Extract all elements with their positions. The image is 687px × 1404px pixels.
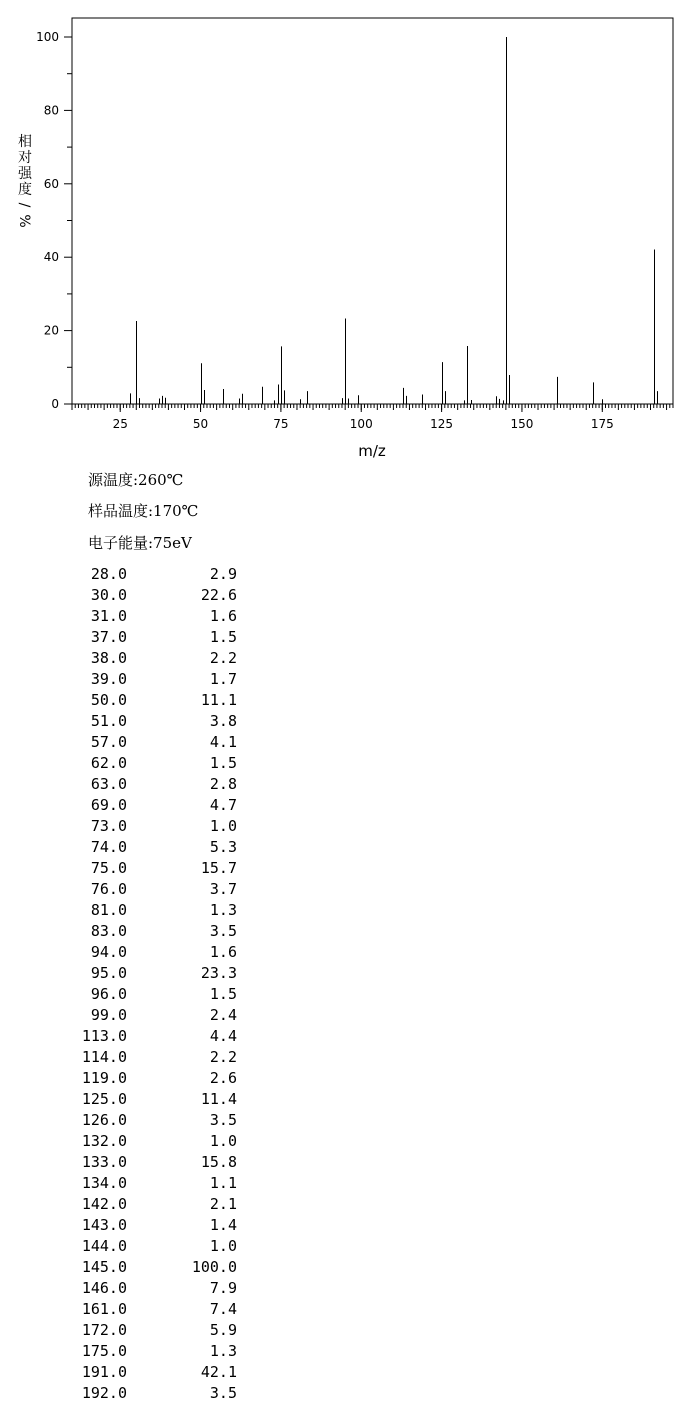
peak-intensity: 2.8 — [209, 775, 237, 793]
plot-frame — [72, 18, 673, 404]
peak-intensity: 1.5 — [209, 754, 237, 772]
peak-mz: 145.0 — [81, 1258, 127, 1276]
peak-intensity: 4.1 — [209, 733, 237, 751]
peak-intensity: 1.5 — [209, 985, 237, 1003]
peak-row — [60, 648, 260, 669]
peak-row — [60, 1383, 260, 1404]
x-axis-label: m/z — [358, 442, 386, 460]
peak-intensity: 2.2 — [209, 1048, 237, 1066]
peak-mz: 133.0 — [81, 1153, 127, 1171]
peak-row — [60, 1152, 260, 1173]
peak-mz: 39.0 — [90, 670, 127, 688]
peak-mz: 75.0 — [90, 859, 127, 877]
peak-row — [60, 1299, 260, 1320]
peak-intensity: 100.0 — [191, 1258, 237, 1276]
peak-intensity: 1.3 — [209, 901, 237, 919]
peak-table — [60, 564, 260, 1404]
peak-row — [60, 942, 260, 963]
peak-intensity: 5.9 — [209, 1321, 237, 1339]
y-axis-label-char: 相 — [18, 134, 32, 150]
peak-intensity: 22.6 — [200, 586, 237, 604]
peak-intensity: 2.6 — [209, 1069, 237, 1087]
mass-spectrum-chart — [0, 0, 687, 465]
peak-row — [60, 879, 260, 900]
peak-mz: 99.0 — [90, 1006, 127, 1024]
x-tick-label: 175 — [590, 417, 614, 431]
peak-intensity: 11.1 — [200, 691, 237, 709]
peak-row — [60, 1110, 260, 1131]
peak-mz: 73.0 — [90, 817, 127, 835]
peak-mz: 95.0 — [90, 964, 127, 982]
peak-mz: 81.0 — [90, 901, 127, 919]
peak-mz: 161.0 — [81, 1300, 127, 1318]
peak-intensity: 11.4 — [200, 1090, 237, 1108]
peak-row — [60, 1068, 260, 1089]
x-tick-label: 75 — [273, 417, 289, 431]
peak-mz: 28.0 — [90, 565, 127, 583]
x-tick-label: 25 — [112, 417, 128, 431]
peak-mz: 142.0 — [81, 1195, 127, 1213]
peak-intensity: 4.7 — [209, 796, 237, 814]
peak-row — [60, 837, 260, 858]
peak-intensity: 1.4 — [209, 1216, 237, 1234]
peak-row — [60, 585, 260, 606]
peak-row — [60, 1278, 260, 1299]
peak-intensity: 4.4 — [209, 1027, 237, 1045]
peak-row — [60, 1194, 260, 1215]
peak-row — [60, 1005, 260, 1026]
x-minor-ticks — [72, 404, 673, 410]
peak-mz: 37.0 — [90, 628, 127, 646]
peak-mz: 144.0 — [81, 1237, 127, 1255]
peak-intensity: 7.9 — [209, 1279, 237, 1297]
peak-mz: 114.0 — [81, 1048, 127, 1066]
peak-mz: 125.0 — [81, 1090, 127, 1108]
peak-row — [60, 795, 260, 816]
peak-intensity: 2.9 — [209, 565, 237, 583]
peak-intensity: 2.4 — [209, 1006, 237, 1024]
peak-row — [60, 1236, 260, 1257]
peak-mz: 63.0 — [90, 775, 127, 793]
peak-mz: 83.0 — [90, 922, 127, 940]
peak-row — [60, 1173, 260, 1194]
y-axis-label-char: 度 — [18, 182, 32, 198]
peak-row — [60, 1320, 260, 1341]
peak-mz: 62.0 — [90, 754, 127, 772]
peak-mz: 175.0 — [81, 1342, 127, 1360]
peak-intensity: 3.7 — [209, 880, 237, 898]
peak-mz: 126.0 — [81, 1111, 127, 1129]
peak-row — [60, 1215, 260, 1236]
peak-mz: 113.0 — [81, 1027, 127, 1045]
y-axis — [36, 30, 72, 411]
y-tick-label: 0 — [51, 397, 59, 411]
peak-row — [60, 1026, 260, 1047]
y-tick-label: 80 — [43, 103, 59, 118]
peak-intensity: 42.1 — [200, 1363, 237, 1381]
y-tick-label: 60 — [43, 176, 59, 191]
peak-row — [60, 1131, 260, 1152]
x-tick-label: 100 — [349, 417, 373, 431]
peak-intensity: 7.4 — [209, 1300, 237, 1318]
x-tick-label: 125 — [430, 417, 454, 431]
peak-row — [60, 816, 260, 837]
peak-row — [60, 921, 260, 942]
peak-intensity: 3.8 — [209, 712, 237, 730]
peak-row — [60, 711, 260, 732]
y-axis-label-char: 强 — [18, 166, 32, 182]
peak-row — [60, 732, 260, 753]
peak-mz: 192.0 — [81, 1384, 127, 1402]
peak-intensity: 3.5 — [209, 1111, 237, 1129]
y-tick-label: 40 — [43, 250, 59, 265]
y-tick-label: 20 — [43, 323, 59, 338]
peak-row — [60, 690, 260, 711]
peak-row — [60, 564, 260, 585]
peak-mz: 38.0 — [90, 649, 127, 667]
peak-row — [60, 1341, 260, 1362]
peak-mz: 76.0 — [90, 880, 127, 898]
peak-mz: 146.0 — [81, 1279, 127, 1297]
peak-intensity: 1.0 — [209, 817, 237, 835]
y-axis-label-char: % — [16, 214, 32, 228]
spectrum-peaks — [131, 37, 658, 404]
peak-row — [60, 963, 260, 984]
peak-mz: 51.0 — [90, 712, 127, 730]
peak-mz: 74.0 — [90, 838, 127, 856]
peak-mz: 143.0 — [81, 1216, 127, 1234]
peak-mz: 191.0 — [81, 1363, 127, 1381]
peak-row — [60, 858, 260, 879]
peak-mz: 57.0 — [90, 733, 127, 751]
peak-intensity: 3.5 — [209, 1384, 237, 1402]
electron-energy: 电子能量:75eV — [88, 534, 192, 552]
peak-mz: 134.0 — [81, 1174, 127, 1192]
peak-row — [60, 1257, 260, 1278]
peak-intensity: 1.6 — [209, 607, 237, 625]
peak-mz: 119.0 — [81, 1069, 127, 1087]
peak-row — [60, 1089, 260, 1110]
y-axis-label — [16, 133, 33, 228]
y-axis-label-char: 对 — [18, 150, 32, 166]
peak-intensity: 1.5 — [209, 628, 237, 646]
peak-row — [60, 984, 260, 1005]
peak-intensity: 3.5 — [209, 922, 237, 940]
peak-mz: 69.0 — [90, 796, 127, 814]
peak-intensity: 5.3 — [209, 838, 237, 856]
peak-intensity: 1.3 — [209, 1342, 237, 1360]
y-tick-label: 100 — [36, 30, 59, 44]
sample-temperature: 样品温度:170℃ — [88, 502, 199, 520]
peak-intensity: 1.6 — [209, 943, 237, 961]
peak-intensity: 1.0 — [209, 1132, 237, 1150]
peak-mz: 30.0 — [90, 586, 127, 604]
peak-intensity: 15.7 — [200, 859, 237, 877]
peak-row — [60, 1362, 260, 1383]
peak-intensity: 15.8 — [200, 1153, 237, 1171]
peak-intensity: 23.3 — [200, 964, 237, 982]
peak-mz: 172.0 — [81, 1321, 127, 1339]
peak-row — [60, 900, 260, 921]
peak-mz: 96.0 — [90, 985, 127, 1003]
peak-row — [60, 606, 260, 627]
peak-row — [60, 627, 260, 648]
peak-intensity: 1.7 — [209, 670, 237, 688]
peak-intensity: 1.0 — [209, 1237, 237, 1255]
x-tick-label: 150 — [510, 417, 534, 431]
peak-row — [60, 774, 260, 795]
source-temperature: 源温度:260℃ — [88, 471, 184, 489]
peak-mz: 94.0 — [90, 943, 127, 961]
peak-intensity: 2.1 — [209, 1195, 237, 1213]
peak-intensity: 1.1 — [209, 1174, 237, 1192]
peak-row — [60, 753, 260, 774]
peak-mz: 132.0 — [81, 1132, 127, 1150]
peak-mz: 50.0 — [90, 691, 127, 709]
peak-row — [60, 1047, 260, 1068]
x-tick-label: 50 — [192, 417, 209, 431]
peak-intensity: 2.2 — [209, 649, 237, 667]
peak-row — [60, 669, 260, 690]
peak-mz: 31.0 — [90, 607, 127, 625]
x-axis — [113, 404, 614, 431]
y-axis-label-char: / — [16, 202, 32, 208]
